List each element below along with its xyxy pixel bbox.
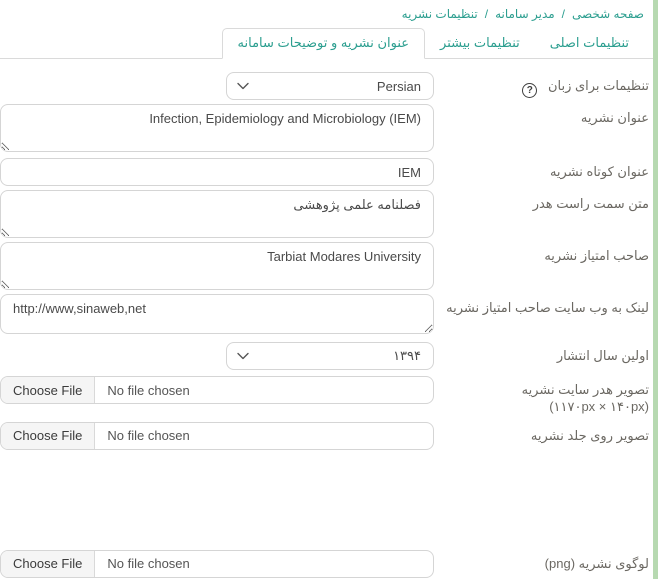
file-status-text: No file chosen: [107, 428, 190, 444]
choose-file-button[interactable]: Choose File: [1, 551, 95, 577]
header-right-text-label: متن سمت راست هدر: [532, 196, 649, 211]
short-title-input[interactable]: [0, 158, 434, 186]
publisher-textarea[interactable]: [0, 242, 434, 290]
language-label: تنظیمات برای زبان: [547, 78, 649, 93]
header-image-label: تصویر هدر سایت نشریه: [521, 382, 649, 397]
row-language: [0, 72, 653, 100]
row-journal-title: [0, 104, 653, 152]
publisher-link-textarea[interactable]: [0, 294, 434, 334]
journal-settings-form: [0, 72, 653, 578]
logo-label: لوگوی نشریه (png): [544, 555, 649, 571]
journal-title-textarea[interactable]: [0, 104, 434, 152]
logo-file-input[interactable]: [0, 550, 434, 578]
row-header-image: [0, 376, 653, 416]
row-logo: [0, 550, 653, 578]
tab-more-settings[interactable]: تنظیمات بیشتر: [440, 35, 520, 50]
row-publisher: [0, 242, 653, 290]
first-year-label: اولین سال انتشار: [556, 348, 649, 363]
publisher-label: صاحب امتیاز نشریه: [544, 248, 649, 263]
row-publisher-link: [0, 294, 653, 334]
right-accent-bar: [653, 0, 658, 579]
settings-tab-bar: [0, 31, 653, 59]
first-year-select[interactable]: [226, 342, 434, 370]
help-icon[interactable]: ?: [522, 83, 537, 98]
breadcrumb-item-personal-page[interactable]: صفحه شخصی: [572, 7, 644, 21]
breadcrumb: [402, 7, 644, 21]
form-spacer: [0, 450, 653, 550]
short-title-label: عنوان کوتاه نشریه: [549, 164, 649, 179]
tab-main-settings[interactable]: تنظیمات اصلی: [549, 35, 629, 50]
breadcrumb-item-system-admin[interactable]: مدیر سامانه: [495, 7, 555, 21]
language-select[interactable]: [226, 72, 434, 100]
header-image-label-cell: [434, 376, 653, 416]
journal-title-label: عنوان نشریه: [580, 110, 649, 125]
header-image-size-hint: (۱۱۷۰px × ۱۴۰px): [549, 398, 649, 414]
row-short-title: [0, 158, 653, 186]
breadcrumb-separator: /: [484, 7, 489, 21]
breadcrumb-separator: /: [561, 7, 566, 21]
row-first-year: [0, 342, 653, 370]
file-status-text: No file chosen: [107, 382, 190, 398]
breadcrumb-item-journal-settings[interactable]: تنظیمات نشریه: [401, 7, 478, 21]
cover-image-file-input[interactable]: [0, 422, 434, 450]
language-select-value: Persian: [376, 78, 421, 94]
cover-image-label: تصویر روی جلد نشریه: [530, 427, 649, 443]
language-label-cell: [434, 72, 653, 98]
first-year-select-value: ۱۳۹۴: [393, 348, 421, 363]
header-right-text-textarea[interactable]: [0, 190, 434, 238]
choose-file-button[interactable]: Choose File: [1, 423, 95, 449]
choose-file-button[interactable]: Choose File: [1, 377, 95, 403]
row-cover-image: [0, 422, 653, 450]
chevron-down-icon: [237, 82, 249, 90]
chevron-down-icon: [237, 352, 249, 360]
publisher-link-label: لینک به وب سایت صاحب امتیاز نشریه: [446, 300, 649, 315]
row-header-right-text: [0, 190, 653, 238]
tab-journal-title-descriptions[interactable]: عنوان نشریه و توضیحات سامانه: [222, 28, 426, 59]
file-status-text: No file chosen: [107, 556, 190, 572]
header-image-file-input[interactable]: [0, 376, 434, 404]
